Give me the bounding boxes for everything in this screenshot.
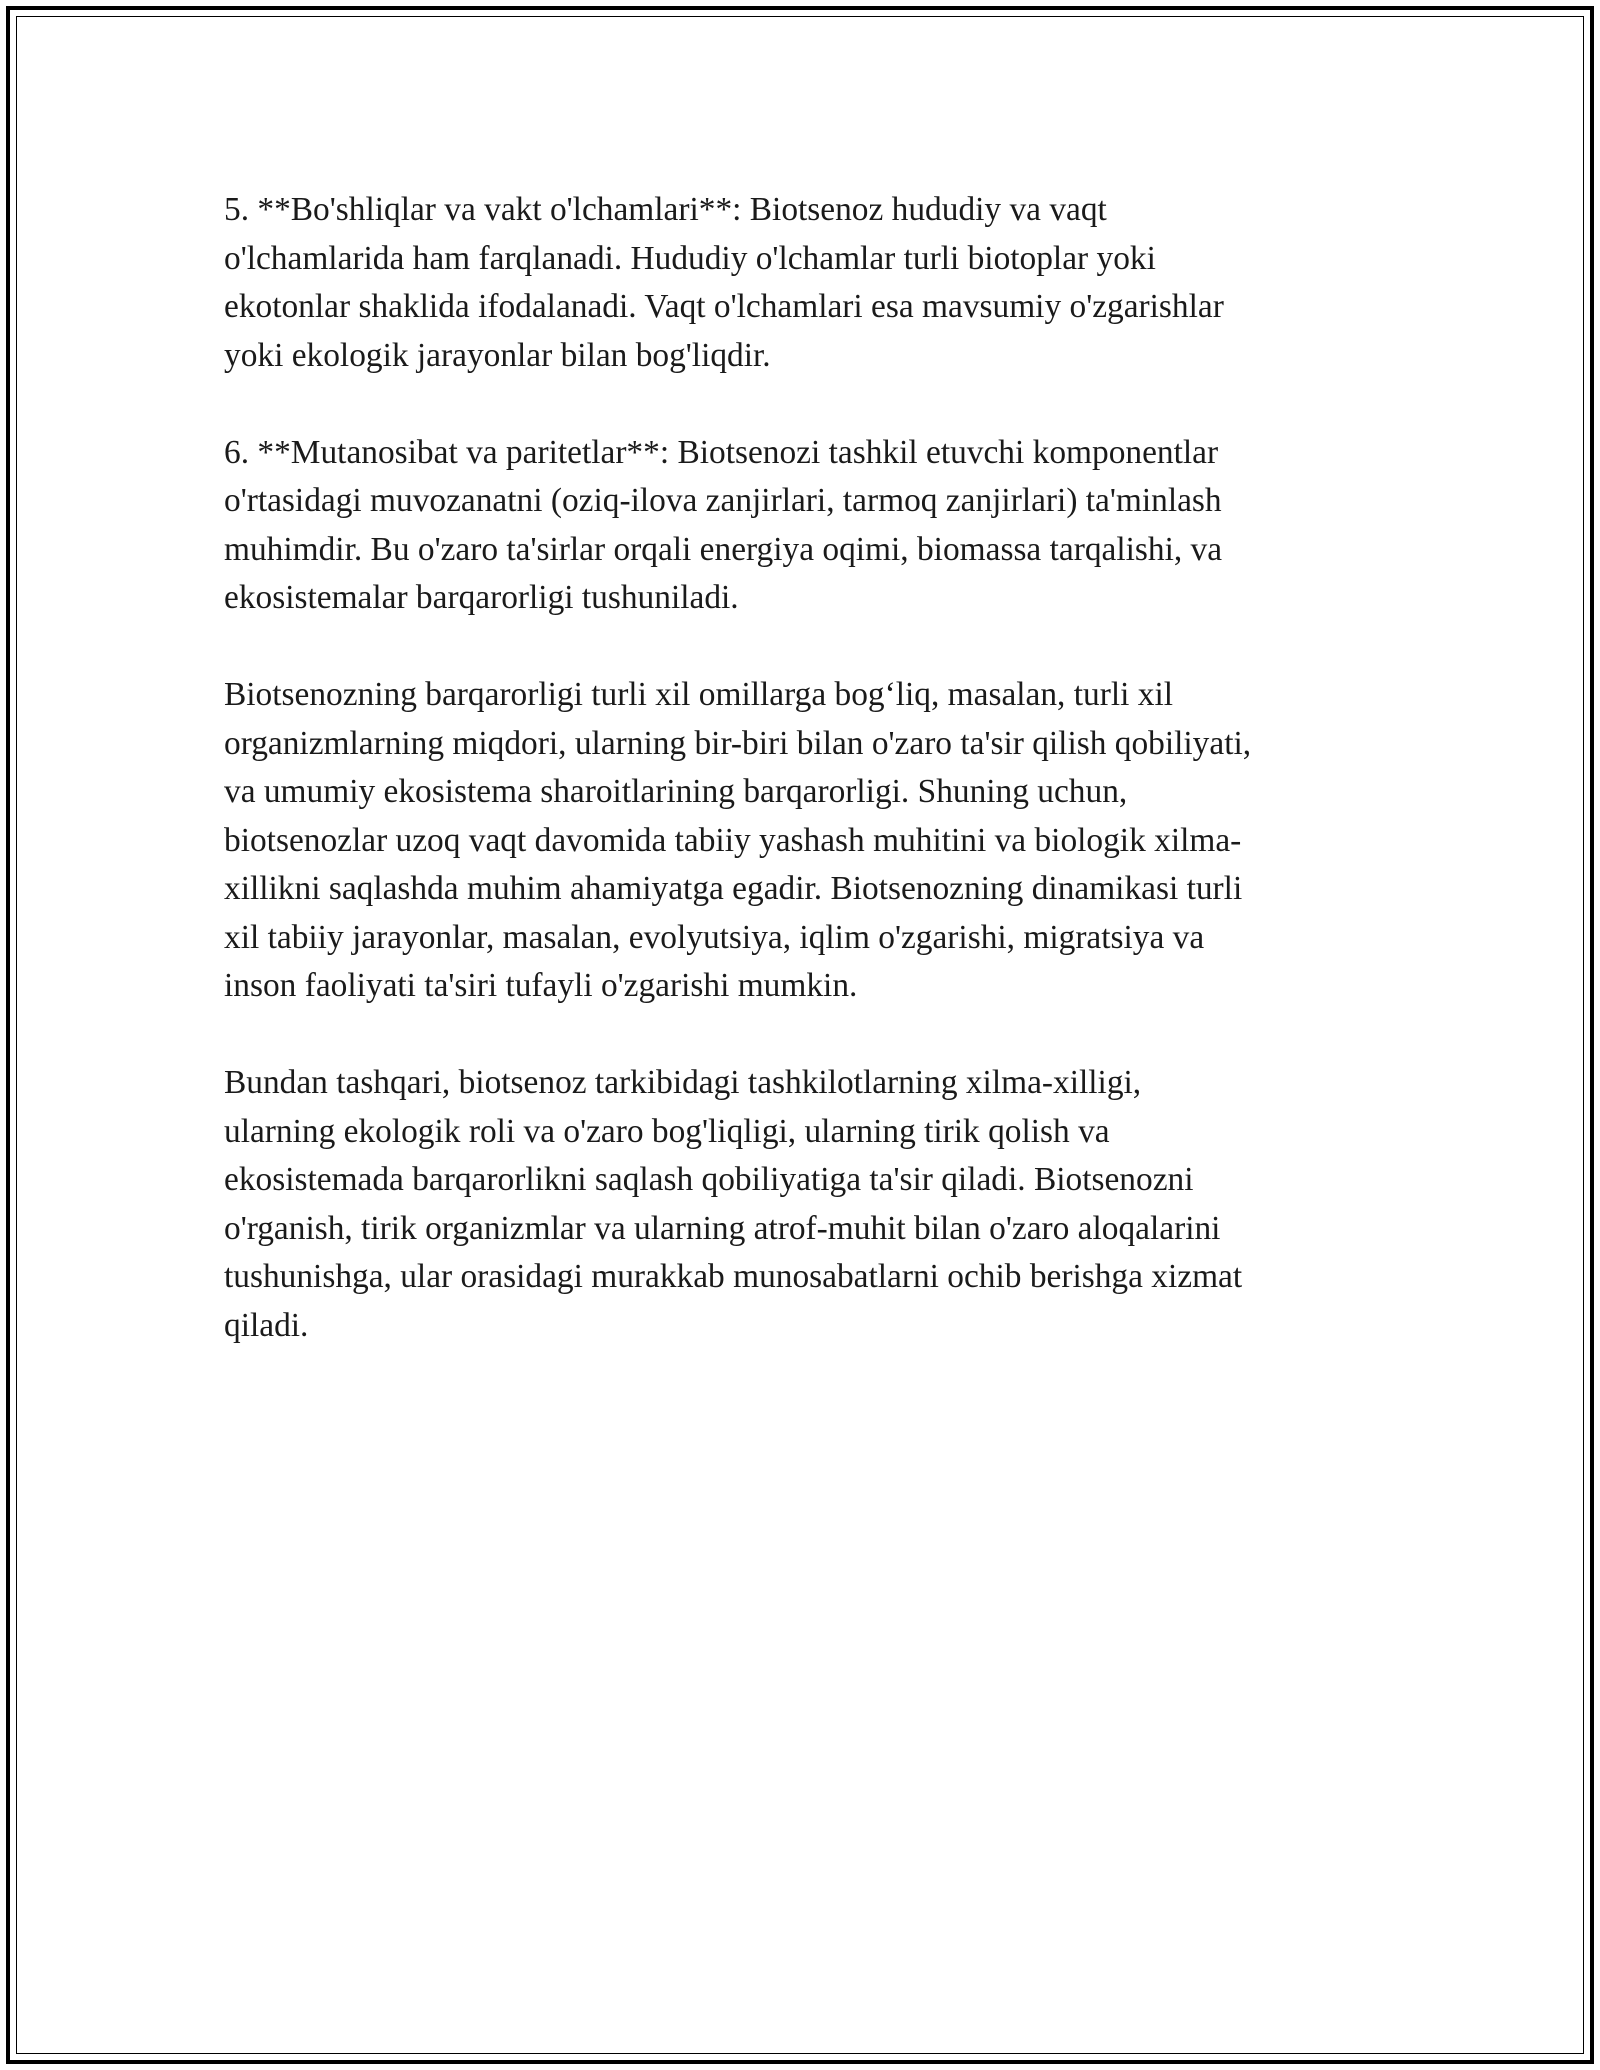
text-line: o'lchamlarida ham farqlanadi. Hududiy o'lchamlar turli biotoplar yoki [224, 239, 1156, 277]
paragraph-section-5 [224, 186, 1384, 380]
text-line: muhimdir. Bu o'zaro ta'sirlar orqali energiya oqimi, biomassa tarqalishi, va [224, 530, 1223, 568]
text-line: o'rtasidagi muvozanatni (oziq-ilova zanjirlari, tarmoq zanjirlari) ta'minlash [224, 482, 1222, 519]
text-line: ekosistemalar barqarorligi tushuniladi. [224, 579, 739, 616]
text-line: inson faoliyati ta'siri tufayli o'zgarishi mumkin. [224, 967, 858, 1004]
document-body [224, 186, 1384, 1399]
text-line: o'rganish, tirik organizmlar va ularning atrof-muhit bilan o'zaro aloqalarini [224, 1209, 1221, 1247]
text-line: va umumiy ekosistema sharoitlarining barqarorligi. Shuning uchun, [224, 773, 1128, 810]
text-line: organizmlarning miqdori, ularning bir-biri bilan o'zaro ta'sir qilish qobiliyati, [224, 724, 1252, 762]
text-line: biotsenozlar uzoq vaqt davomida tabiiy yashash muhitini va biologik xilma- [224, 821, 1242, 859]
text-line: Bundan tashqari, biotsenoz tarkibidagi tashkilotlarning xilma-xilligi, [224, 1064, 1142, 1101]
text-line: 5. **Bo'shliqlar va vakt o'lchamlari**: Biotsenoz hududiy va vaqt [224, 191, 1107, 228]
paragraph-section-6 [224, 429, 1384, 623]
text-line: Biotsenozning barqarorligi turli xil omillarga bog‘liq, masalan, turli xil [224, 676, 1173, 713]
text-line: tushunishga, ular orasidagi murakkab munosabatlarni ochib berishga xizmat [224, 1258, 1243, 1295]
paragraph-stability [224, 671, 1384, 1011]
paragraph-conclusion [224, 1059, 1384, 1350]
text-line: qiladi. [224, 1306, 309, 1344]
text-line: xillikni saqlashda muhim ahamiyatga egadir. Biotsenozning dinamikasi turli [224, 870, 1243, 907]
text-line: ekotonlar shaklida ifodalanadi. Vaqt o'lchamlari esa mavsumiy o'zgarishlar [224, 288, 1224, 325]
text-line: 6. **Mutanosibat va paritetlar**: Biotsenozi tashkil etuvchi komponentlar [224, 433, 1219, 471]
text-line: xil tabiiy jarayonlar, masalan, evolyutsiya, iqlim o'zgarishi, migratsiya va [224, 918, 1205, 956]
text-line: ularning ekologik roli va o'zaro bog'liqligi, ularning tirik qolish va [224, 1112, 1110, 1150]
text-line: ekosistemada barqarorlikni saqlash qobiliyatiga ta'sir qiladi. Biotsenozni [224, 1161, 1194, 1198]
text-line: yoki ekologik jarayonlar bilan bog'liqdir. [224, 336, 771, 374]
